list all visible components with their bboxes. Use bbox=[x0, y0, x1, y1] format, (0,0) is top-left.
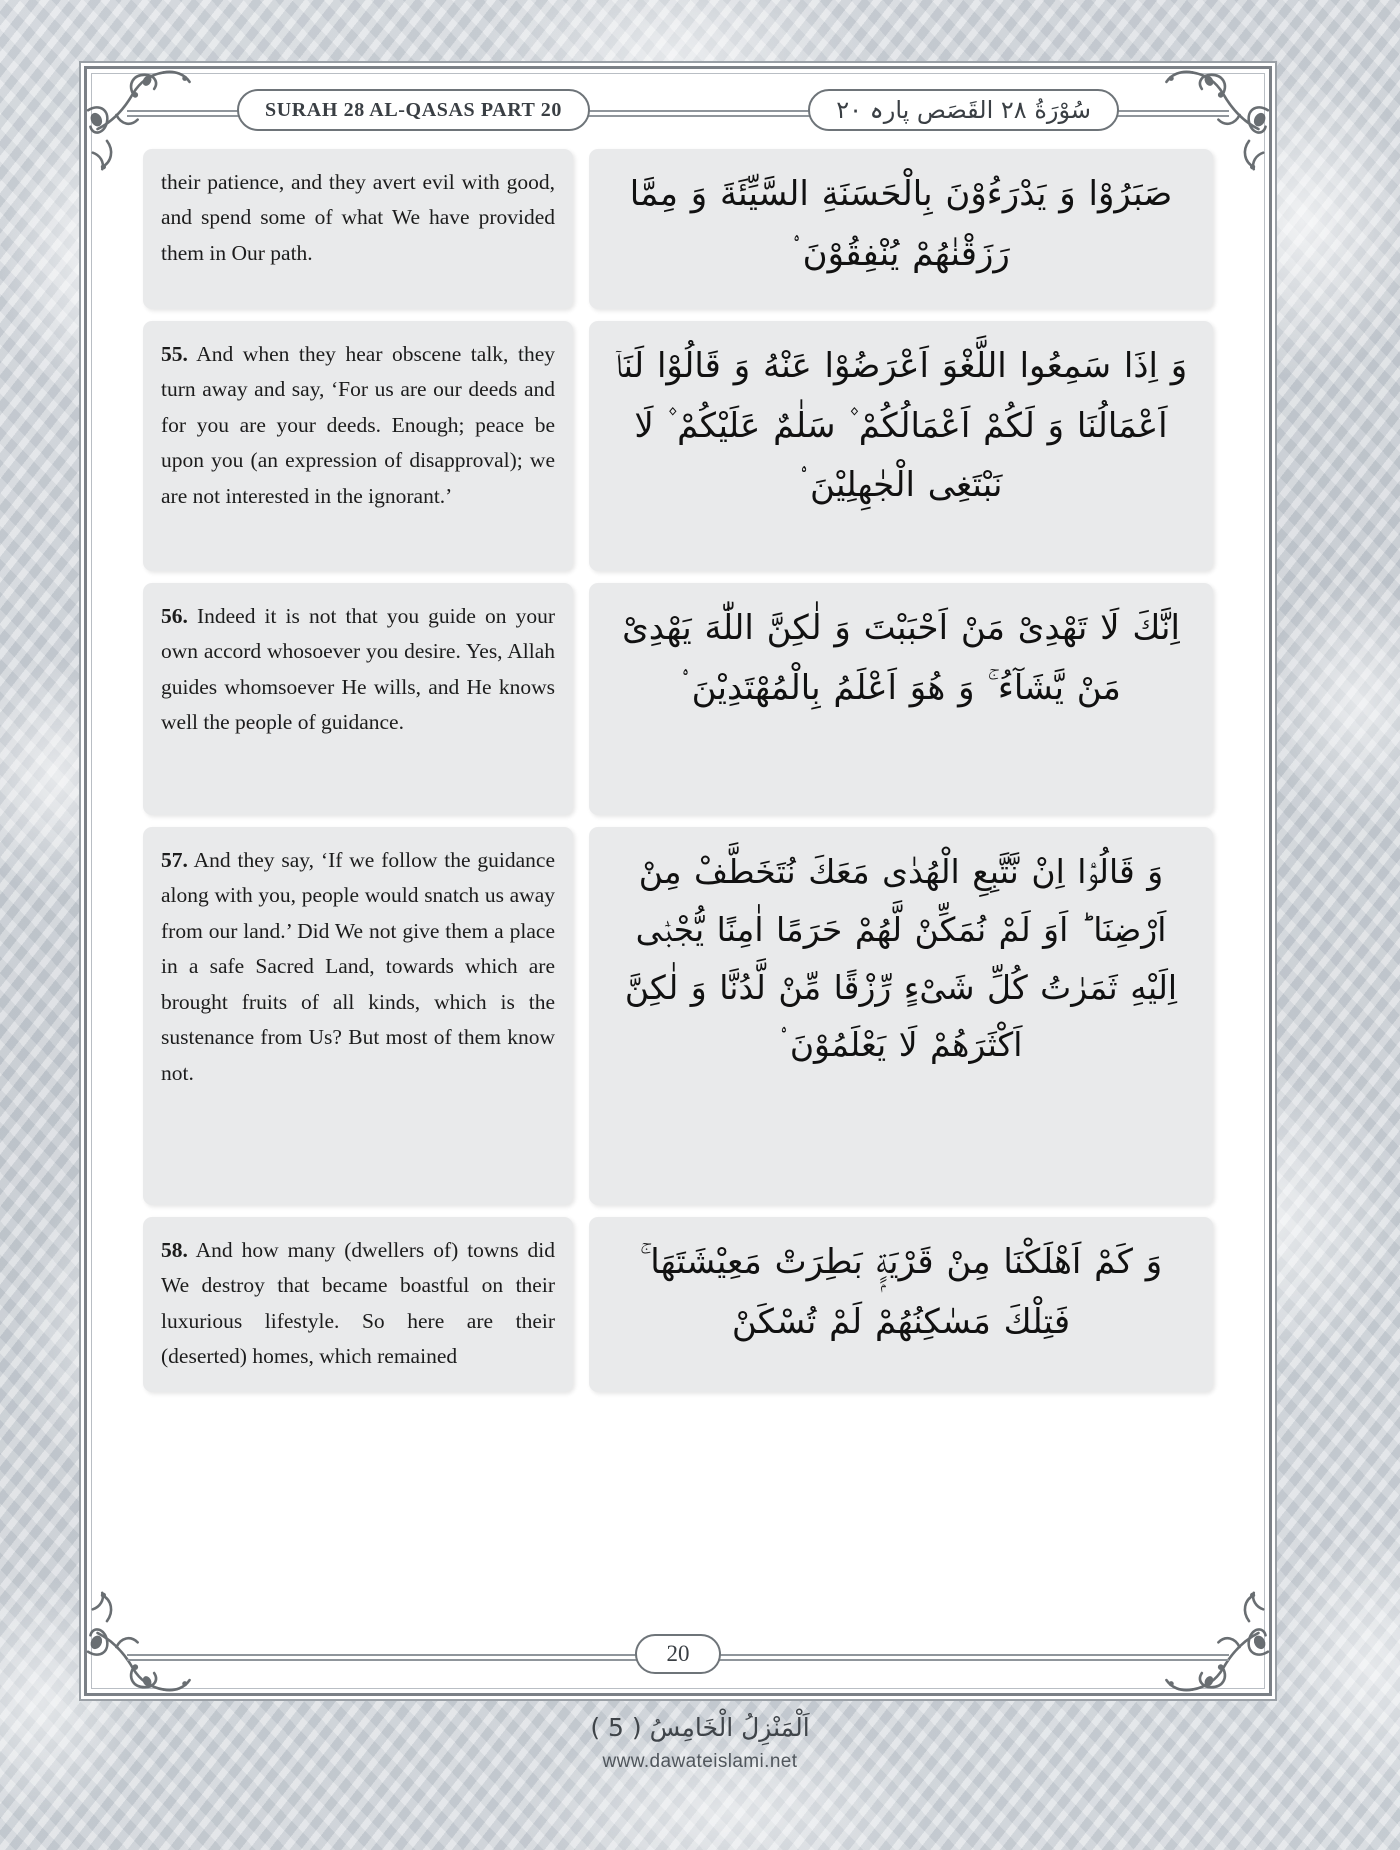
verse-text-english: their patience, and they avert evil with good, and spend some of what We have provided them in Our path. bbox=[161, 170, 555, 265]
verse-number: 56. bbox=[161, 604, 188, 628]
surah-title-pill-arabic bbox=[808, 89, 1119, 131]
verse-text-english: And they say, ‘If we follow the guidance along with you, people would snatch us away from our land.’ Did We not give them a place in a safe Sacred Land, towards which are brought fruits of all kinds, which is the sustenance from Us? But most of them know not. bbox=[161, 848, 555, 1085]
verse-text-english: Indeed it is not that you guide on your own accord whosoever you desire. Yes, Allah guides whomsoever He wills, and He knows well the people of guidance. bbox=[161, 604, 555, 735]
verse-translation-english bbox=[143, 321, 573, 571]
manzil-label: اَلْمَنْزِلُ الْخَامِسُ ( 5 ) bbox=[590, 1713, 810, 1742]
verse-text-arabic-cell bbox=[589, 583, 1213, 815]
verse-translation-english bbox=[143, 583, 573, 815]
verse-row bbox=[143, 1217, 1213, 1392]
verse-text-arabic: صَبَرُوْا وَ یَدْرَءُوْنَ بِالْحَسَنَةِ السَّیِّئَةَ وَ مِمَّا رَزَقْنٰهُمْ یُنْفِقُوْنَ ۟ bbox=[629, 174, 1173, 274]
verses-container bbox=[143, 149, 1213, 1597]
surah-title-arabic: سُوْرَةُ ٢٨ القَصَص پارہ ٢٠ bbox=[836, 96, 1091, 124]
verse-row bbox=[143, 827, 1213, 1205]
verse-row bbox=[143, 321, 1213, 571]
verse-text-arabic-cell bbox=[589, 827, 1213, 1205]
verse-text-arabic-cell bbox=[589, 149, 1213, 309]
page-number-badge: 20 bbox=[635, 1634, 721, 1674]
surah-title-english: SURAH 28 AL-QASAS PART 20 bbox=[265, 98, 562, 121]
verse-number: 57. bbox=[161, 848, 188, 872]
verse-translation-english bbox=[143, 827, 573, 1205]
page-header bbox=[87, 87, 1269, 133]
verse-number: 55. bbox=[161, 342, 188, 366]
verse-text-english: And when they hear obscene talk, they turn away and say, ‘For us are our deeds and for you are your deeds. Enough; peace be upon you (an expression of disapproval); we are not interested in the ignorant.’ bbox=[161, 342, 555, 508]
verse-text-english: And how many (dwellers of) towns did We destroy that became boastful on their luxurious lifestyle. So here are their (deserted) homes, which remained bbox=[161, 1238, 555, 1369]
verse-text-arabic: اِنَّكَ لَا تَهْدِیْ مَنْ اَحْبَبْتَ وَ لٰكِنَّ اللّٰهَ یَهْدِیْ مَنْ یَّشَآءُ ۚ وَ هُوَ اَعْلَمُ بِالْمُهْتَدِیْنَ ۟ bbox=[622, 608, 1180, 708]
verse-translation-english bbox=[143, 1217, 573, 1392]
verse-translation-english bbox=[143, 149, 573, 309]
verse-number: 58. bbox=[161, 1238, 188, 1262]
verse-text-arabic-cell bbox=[589, 1217, 1213, 1392]
page-footer bbox=[87, 1631, 1269, 1677]
surah-title-pill-english bbox=[237, 89, 590, 131]
verse-text-arabic-cell bbox=[589, 321, 1213, 571]
website-url[interactable]: www.dawateislami.net bbox=[602, 1751, 798, 1773]
verse-row bbox=[143, 149, 1213, 309]
verse-text-arabic: وَ قَالُوْۤا اِنْ نَّتَّبِعِ الْهُدٰی مَعَكَ نُتَخَطَّفْ مِنْ اَرْضِنَا ؕ اَوَ لَمْ نُمَكِّنْ لَّهُمْ حَرَمًا اٰمِنًا یُّجْبٰۤی اِلَیْهِ ثَمَرٰتُ كُلِّ شَیْءٍ رِّزْقًا مِّنْ لَّدُنَّا وَ لٰكِنَّ اَكْثَرَهُمْ لَا یَعْلَمُوْنَ ۟ bbox=[624, 852, 1178, 1065]
verse-text-arabic: وَ اِذَا سَمِعُوا اللَّغْوَ اَعْرَضُوْا عَنْهُ وَ قَالُوْا لَنَاۤ اَعْمَالُنَا وَ لَكُمْ اَعْمَالُكُمْ ۫ سَلٰمٌ عَلَیْكُمْ ۫ لَا نَبْتَغِی الْجٰهِلِیْنَ ۟ bbox=[614, 346, 1188, 505]
verse-row bbox=[143, 583, 1213, 815]
quran-page-frame bbox=[84, 66, 1272, 1696]
verse-text-arabic: وَ كَمْ اَهْلَكْنَا مِنْ قَرْیَةٍۭ بَطِرَتْ مَعِیْشَتَهَا ۚ فَتِلْكَ مَسٰكِنُهُمْ لَمْ تُسْكَنْ bbox=[639, 1242, 1163, 1342]
below-frame-footer bbox=[0, 1712, 1400, 1773]
